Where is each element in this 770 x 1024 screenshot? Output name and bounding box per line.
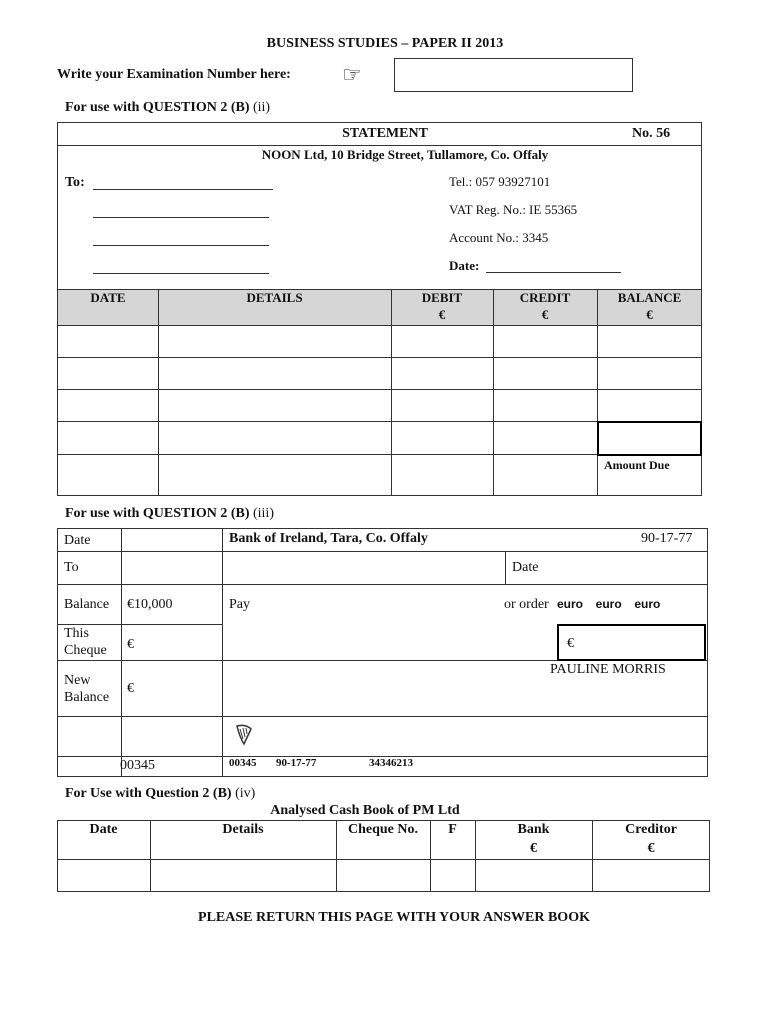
- cheque-date-label: Date: [512, 560, 539, 575]
- q2b-iv-label: For Use with Question 2 (B) (iv): [65, 786, 256, 801]
- footer-instruction: PLEASE RETURN THIS PAGE WITH YOUR ANSWER BOOK: [198, 910, 590, 925]
- micr-sort-code: 90-17-77: [276, 757, 317, 769]
- pointing-hand-icon: ☞: [342, 62, 362, 87]
- cheque-amount-box[interactable]: [557, 624, 706, 661]
- q2b-iii-label: For use with QUESTION 2 (B) (iii): [65, 506, 274, 521]
- cheque-signatory: PAULINE MORRIS: [550, 662, 666, 677]
- col-debit-header: DEBIT: [421, 290, 463, 305]
- cb-col-f: F: [448, 822, 457, 837]
- table-row: [57, 389, 702, 390]
- stub-to-label: To: [64, 560, 79, 575]
- cb-col-date: Date: [89, 822, 118, 837]
- stub-this-label-2: Cheque: [64, 643, 107, 658]
- exam-number-label: Write your Examination Number here:: [57, 67, 291, 82]
- stub-date-label: Date: [64, 533, 91, 548]
- amount-due-label: Amount Due: [604, 458, 670, 472]
- cb-creditor-euro: €: [647, 841, 655, 856]
- q2b-ii-label: For use with QUESTION 2 (B) (ii): [65, 100, 271, 115]
- cb-col-details: Details: [222, 822, 264, 837]
- cheque-bank-name: Bank of Ireland, Tara, Co. Offaly: [229, 531, 428, 546]
- col-balance-header: BALANCE: [617, 290, 682, 305]
- debit-euro-symbol: €: [438, 307, 446, 322]
- cash-book-title: Analysed Cash Book of PM Ltd: [270, 803, 460, 818]
- cb-col-bank: Bank: [517, 822, 550, 837]
- cb-col-cheque-no: Cheque No.: [347, 822, 418, 837]
- cheque-amount-euro: €: [567, 636, 574, 651]
- stub-this-label-1: This: [64, 626, 89, 641]
- stub-new-label-2: Balance: [64, 690, 110, 705]
- cheque-or-order: or order: [504, 597, 549, 612]
- to-line-3[interactable]: [93, 245, 269, 246]
- statement-company: NOON Ltd, 10 Bridge Street, Tullamore, Co. Offaly: [261, 147, 549, 162]
- statement-date-label: Date:: [449, 258, 480, 273]
- to-line-4[interactable]: [93, 273, 269, 274]
- statement-number: No. 56: [632, 126, 671, 141]
- page-title: BUSINESS STUDIES – PAPER II 2013: [266, 36, 504, 51]
- stub-new-euro: €: [127, 681, 134, 696]
- stub-balance-value: €10,000: [127, 597, 173, 612]
- credit-euro-symbol: €: [541, 307, 549, 322]
- amount-due-box[interactable]: [597, 421, 702, 456]
- statement-tel: Tel.: 057 93927101: [449, 174, 551, 189]
- col-credit-header: CREDIT: [519, 290, 571, 305]
- to-label: To:: [65, 175, 85, 190]
- col-date-header: DATE: [90, 290, 126, 305]
- cheque-pay-label: Pay: [229, 597, 250, 612]
- cb-bank-euro: €: [530, 841, 537, 856]
- stub-number: 00345: [120, 758, 155, 773]
- stub-new-label-1: New: [64, 673, 91, 688]
- col-details-header: DETAILS: [246, 290, 303, 305]
- to-line-2[interactable]: [93, 217, 269, 218]
- cheque-euro-words: euro euro euro: [557, 597, 661, 611]
- cb-col-creditor: Creditor: [625, 822, 677, 837]
- cheque-sort-code: 90-17-77: [641, 531, 693, 546]
- stub-balance-label: Balance: [64, 597, 110, 612]
- stub-this-euro: €: [127, 637, 134, 652]
- micr-cheque-number: 00345: [229, 757, 257, 769]
- harp-logo-icon: [234, 724, 254, 751]
- statement-title: STATEMENT: [342, 126, 428, 141]
- statement-vat: VAT Reg. No.: IE 55365: [449, 202, 578, 217]
- table-row: [57, 357, 702, 358]
- micr-account-number: 34346213: [369, 757, 413, 769]
- statement-account: Account No.: 3345: [449, 230, 549, 245]
- balance-euro-symbol: €: [646, 307, 653, 322]
- to-line-1[interactable]: [93, 189, 273, 190]
- statement-date-field[interactable]: [486, 272, 621, 273]
- exam-number-field[interactable]: [394, 58, 633, 92]
